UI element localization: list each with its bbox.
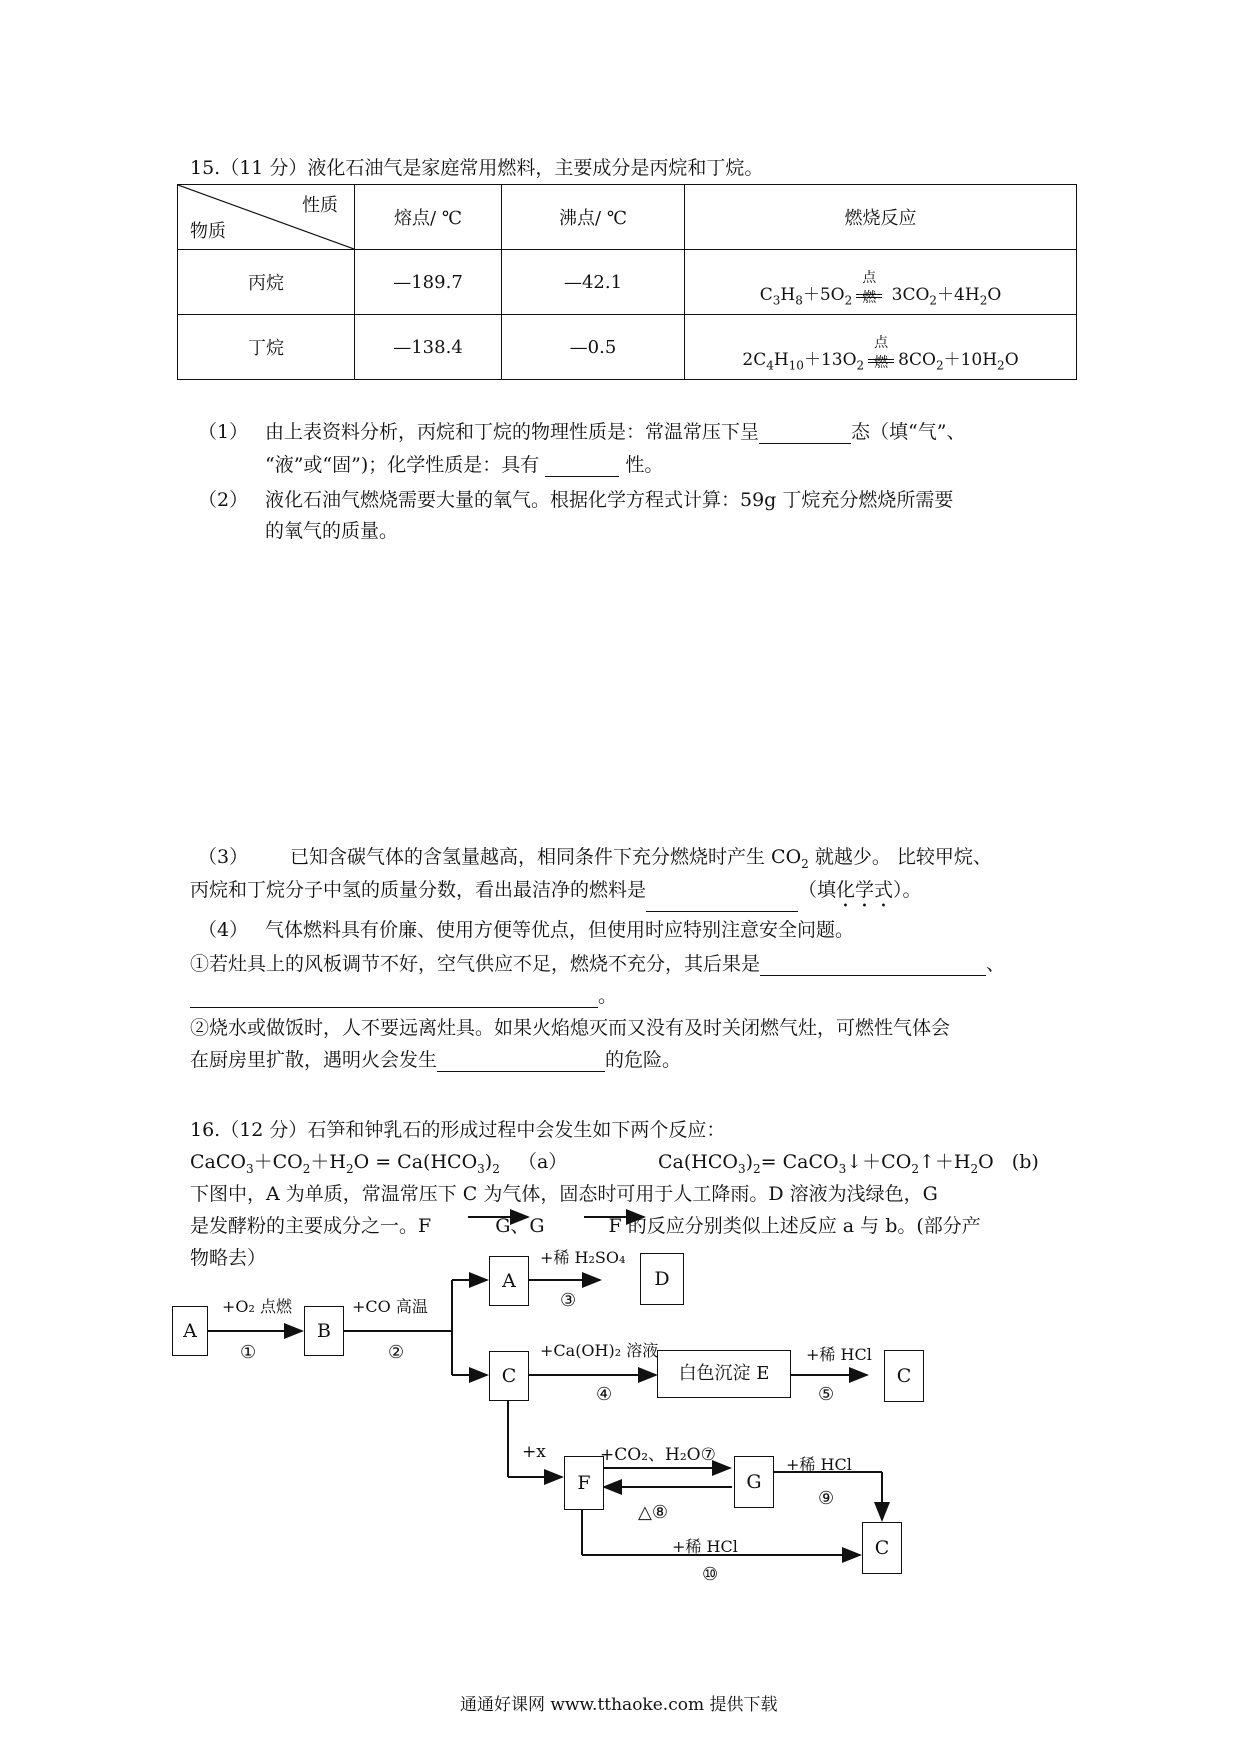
- reagent-label-4: +Ca(OH)₂ 溶液: [540, 1341, 659, 1360]
- col-header-boiling: 沸点/ ℃: [502, 185, 685, 250]
- q16-line3: 下图中，A 为单质，常温常压下 C 为气体，固态时可用于人工降雨。D 溶液为浅绿色，G: [190, 1183, 938, 1205]
- part3-number: （3）: [198, 846, 249, 868]
- node-a-product: A: [489, 1256, 529, 1306]
- part4-line2: ①若灶具上的风板调节不好，空气供应不足，燃烧不充分，其后果是 、: [190, 953, 1006, 975]
- row-name: 丁烷: [178, 315, 355, 380]
- row-name: 丙烷: [178, 250, 355, 315]
- q16-heading: 16.（12 分）石笋和钟乳石的形成过程中会发生如下两个反应：: [190, 1119, 726, 1141]
- part4-line4: ②烧水或做饭时，人不要远离灶具。如果火焰熄灭而又没有及时关闭燃气灶，可燃性气体会: [190, 1017, 951, 1039]
- part3-line1: 已知含碳气体的含氢量越高，相同条件下充分燃烧时产生 $CO_2$ 就越少。 比较甲烷、: [290, 846, 992, 871]
- part1-line1: 由上表资料分析，丙烷和丁烷的物理性质是：常温常压下呈 态（填“气”、: [265, 421, 966, 443]
- condition-mark: 点燃: [868, 350, 894, 370]
- row-boiling: —42.1: [502, 250, 685, 315]
- col-header-melting: 熔点/ ℃: [355, 185, 502, 250]
- reaction-a: $CaCO_3+CO_2+H_2O = Ca(HCO_3)_2$ （a）: [190, 1151, 568, 1176]
- part1-line2: “液”或“固”)；化学性质是：具有 性。: [265, 454, 664, 476]
- q15-heading: 15.（11 分）液化石油气是家庭常用燃料，主要成分是丙烷和丁烷。: [190, 157, 764, 179]
- reagent-label-7: +CO₂、H₂O⑦: [600, 1445, 716, 1465]
- part4-line3: 。: [190, 984, 617, 1008]
- row-melting: —189.7: [355, 250, 502, 315]
- node-c-end2: C: [862, 1522, 902, 1574]
- corner-top-label: 性质: [302, 195, 338, 216]
- step-number-1: ①: [240, 1342, 257, 1363]
- col-header-reaction: 燃烧反应: [685, 185, 1077, 250]
- corner-bottom-label: 物质: [190, 221, 226, 242]
- reagent-label-5: +稀 HCl: [806, 1345, 872, 1364]
- butane-equation: $2C_4H_{10}+13O_2$ 点燃 $8CO_2+10H_2O$: [742, 335, 1019, 373]
- part2-line1: 液化石油气燃烧需要大量的氧气。根据化学方程式计算：59g 丁烷充分燃烧所需要: [265, 489, 954, 511]
- row-boiling: —0.5: [502, 315, 685, 380]
- step-number-9: ⑨: [818, 1488, 835, 1509]
- reagent-label-3: +稀 H₂SO₄: [540, 1248, 626, 1267]
- propane-equation: $C_3H_8+5O_2$ 点燃 $3CO_2+4H_2O$: [759, 270, 1002, 308]
- node-c: C: [489, 1351, 529, 1401]
- node-f: F: [564, 1456, 604, 1510]
- part3-line2: 丙烷和丁烷分子中氢的质量分数，看出最洁净的燃料是 （填化学式）。: [190, 878, 922, 912]
- part4-number: （4）: [198, 919, 249, 941]
- row-melting: —138.4: [355, 315, 502, 380]
- step-number-3: ③: [560, 1290, 577, 1311]
- condition-mark: 点燃: [856, 285, 882, 305]
- reagent-label-9: +稀 HCl: [786, 1455, 852, 1474]
- part4-line5: 在厨房里扩散，遇明火会发生 的危险。: [190, 1049, 682, 1071]
- reagent-label-2: +CO 高温: [352, 1297, 428, 1316]
- node-b: B: [304, 1306, 344, 1356]
- part2-line2: 的氧气的质量。: [265, 520, 399, 542]
- part1-number: （1）: [198, 421, 249, 443]
- step-number-10: ⑩: [702, 1564, 719, 1585]
- footer-source: 通通好课网 www.tthaoke.com 提供下载: [460, 1695, 778, 1715]
- step-number-4: ④: [596, 1384, 613, 1405]
- reagent-label-10: +稀 HCl: [672, 1537, 738, 1556]
- reagent-label-x: +x: [522, 1442, 546, 1462]
- step-number-2: ②: [388, 1342, 405, 1363]
- node-g: G: [734, 1456, 774, 1508]
- q16-line4: 是发酵粉的主要成分之一。F G、G F 的反应分别类似上述反应 a 与 b。(部分产: [190, 1215, 981, 1237]
- node-d: D: [640, 1253, 684, 1305]
- node-a-start: A: [172, 1306, 208, 1356]
- part2-number: （2）: [198, 489, 249, 511]
- q16-line5: 物略去）: [190, 1247, 267, 1269]
- part4-line1: 气体燃料具有价廉、使用方便等优点，但使用时应特别注意安全问题。: [265, 919, 855, 941]
- node-c-end1: C: [884, 1350, 924, 1402]
- node-white-precipitate-e: 白色沉淀 E: [657, 1350, 791, 1398]
- reagent-label-8: △⑧: [638, 1502, 668, 1523]
- reagent-label-1: +O₂ 点燃: [222, 1297, 293, 1316]
- reaction-b: $Ca(HCO_3)_2=$ $CaCO_3↓+CO_2↑+H_2O$ (b): [658, 1151, 1039, 1176]
- step-number-5: ⑤: [818, 1384, 835, 1405]
